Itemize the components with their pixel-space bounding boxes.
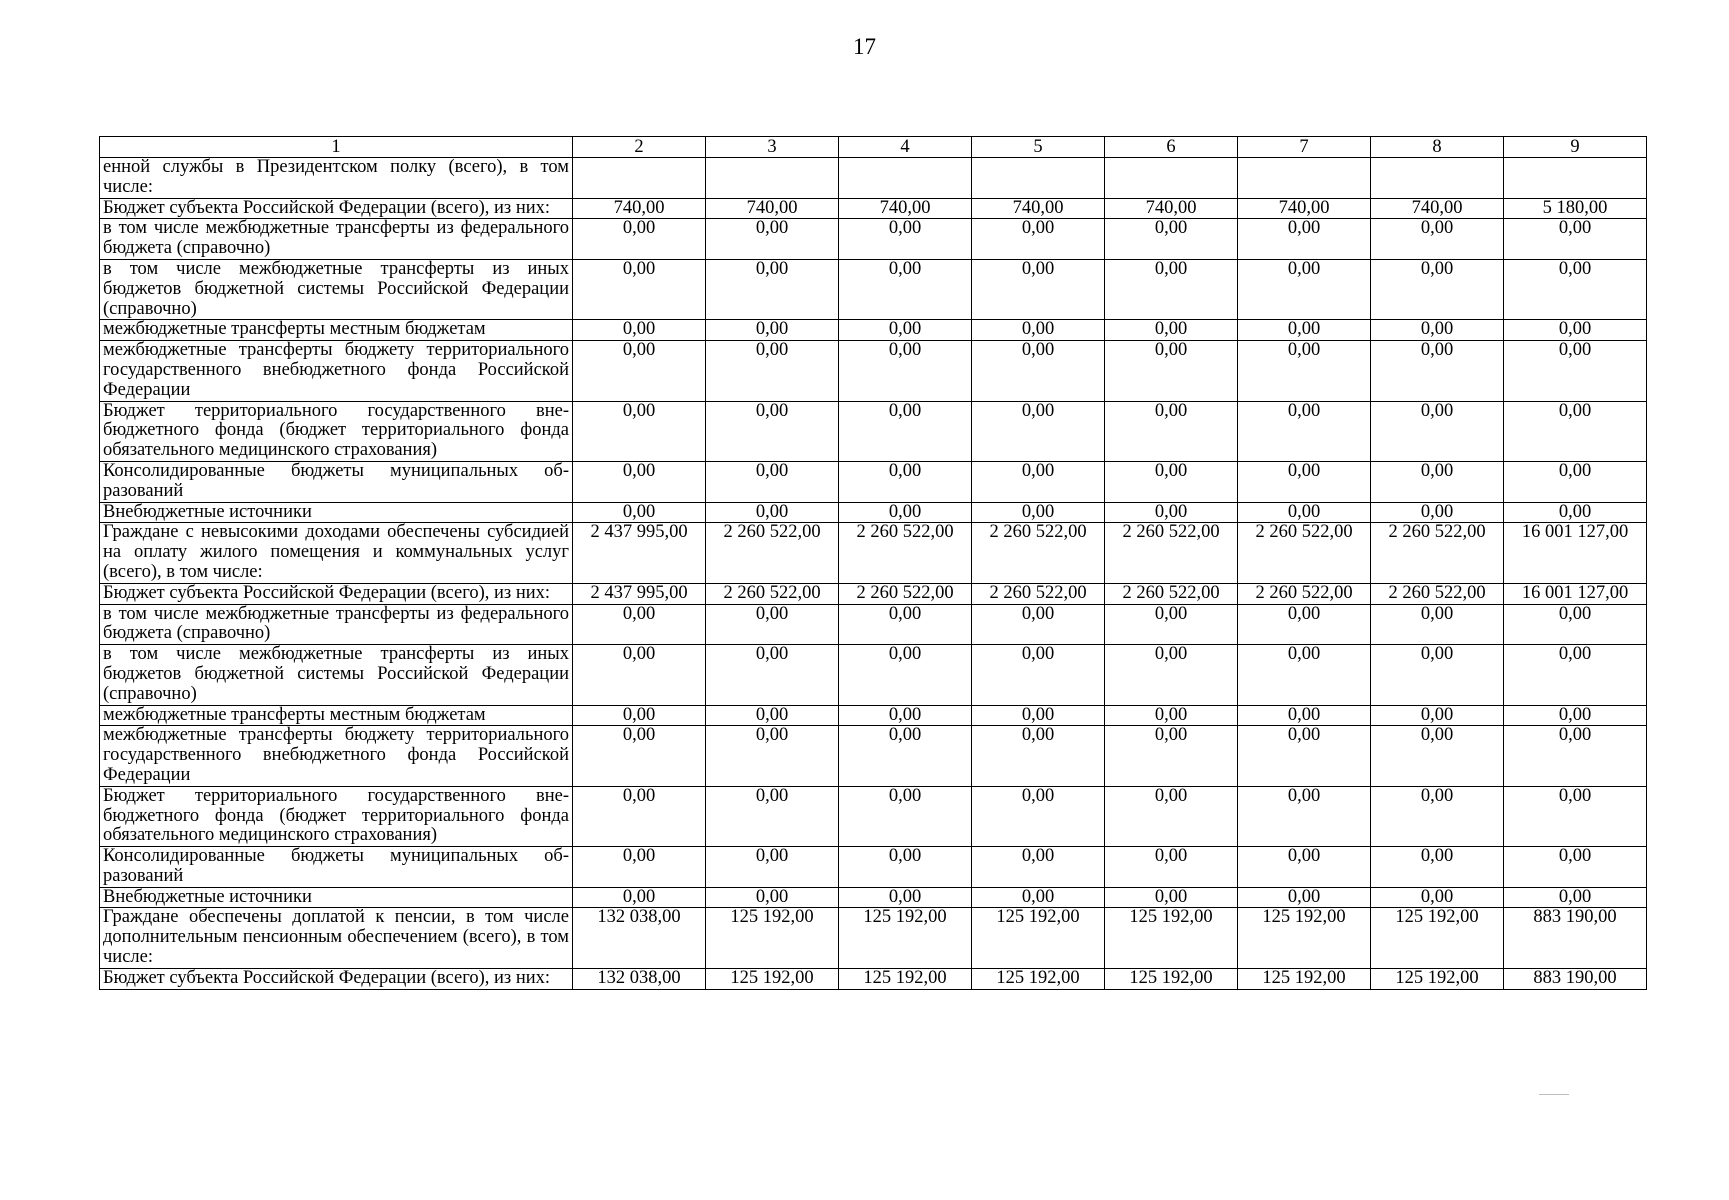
row-label: межбюджетные трансферты бюджету территориального государственного внебюджетного фонда Российской Федерации — [100, 341, 573, 401]
value-cell — [1105, 158, 1238, 199]
value-cell: 0,00 — [1371, 461, 1504, 502]
value-cell: 0,00 — [1105, 786, 1238, 846]
row-label: Граждане обеспечены доплатой к пенсии, в том числе дополнительным пенсионным обеспечением (всего), в том числе: — [100, 908, 573, 968]
value-cell: 0,00 — [972, 887, 1105, 908]
value-cell — [1371, 158, 1504, 199]
column-number-header: 3 — [706, 137, 839, 158]
value-cell: 0,00 — [839, 259, 972, 319]
value-cell: 0,00 — [706, 259, 839, 319]
value-cell: 0,00 — [1105, 259, 1238, 319]
value-cell: 0,00 — [1105, 502, 1238, 523]
value-cell: 0,00 — [1238, 847, 1371, 888]
value-cell: 0,00 — [1238, 320, 1371, 341]
value-cell: 0,00 — [706, 786, 839, 846]
row-label: в том числе межбюджетные трансферты из иных бюджетов бюджетной системы Российской Федерации (справочно) — [100, 645, 573, 705]
row-label: Внебюджетные источники — [100, 502, 573, 523]
value-cell: 0,00 — [972, 604, 1105, 645]
value-cell: 0,00 — [706, 219, 839, 260]
value-cell: 0,00 — [573, 461, 706, 502]
table-header-row — [100, 137, 1647, 158]
value-cell: 0,00 — [972, 502, 1105, 523]
value-cell: 0,00 — [1504, 705, 1647, 726]
value-cell: 0,00 — [1238, 259, 1371, 319]
value-cell: 0,00 — [972, 705, 1105, 726]
column-number-header: 1 — [100, 137, 573, 158]
value-cell: 2 260 522,00 — [972, 583, 1105, 604]
value-cell: 0,00 — [972, 401, 1105, 461]
table-row — [100, 705, 1647, 726]
value-cell: 125 192,00 — [1238, 908, 1371, 968]
table-row — [100, 887, 1647, 908]
value-cell — [573, 158, 706, 199]
value-cell: 0,00 — [573, 645, 706, 705]
value-cell: 0,00 — [1371, 259, 1504, 319]
value-cell: 2 260 522,00 — [706, 583, 839, 604]
value-cell: 0,00 — [1371, 401, 1504, 461]
value-cell: 0,00 — [972, 259, 1105, 319]
value-cell: 740,00 — [1238, 198, 1371, 219]
value-cell: 0,00 — [1371, 847, 1504, 888]
column-number-header: 7 — [1238, 137, 1371, 158]
table-row — [100, 786, 1647, 846]
value-cell: 0,00 — [839, 401, 972, 461]
column-number-header: 9 — [1504, 137, 1647, 158]
value-cell: 0,00 — [706, 887, 839, 908]
row-label: енной службы в Президентском полку (всего), в том числе: — [100, 158, 573, 199]
value-cell: 0,00 — [1105, 726, 1238, 786]
value-cell: 0,00 — [1371, 502, 1504, 523]
value-cell: 0,00 — [1504, 847, 1647, 888]
table-row — [100, 523, 1647, 583]
value-cell: 0,00 — [972, 786, 1105, 846]
value-cell: 0,00 — [1504, 320, 1647, 341]
value-cell: 0,00 — [1105, 645, 1238, 705]
value-cell: 740,00 — [1371, 198, 1504, 219]
value-cell: 0,00 — [1504, 786, 1647, 846]
value-cell: 125 192,00 — [1371, 908, 1504, 968]
value-cell: 0,00 — [839, 887, 972, 908]
value-cell — [839, 158, 972, 199]
value-cell: 0,00 — [706, 401, 839, 461]
value-cell: 0,00 — [573, 847, 706, 888]
value-cell: 125 192,00 — [706, 908, 839, 968]
value-cell: 0,00 — [972, 645, 1105, 705]
value-cell: 0,00 — [1238, 461, 1371, 502]
value-cell: 0,00 — [839, 604, 972, 645]
value-cell: 0,00 — [1238, 219, 1371, 260]
row-label: в том числе межбюджетные трансферты из федерального бюджета (справочно) — [100, 219, 573, 260]
table-row — [100, 198, 1647, 219]
row-label: Консолидированные бюджеты муниципальных образований — [100, 847, 573, 888]
value-cell: 0,00 — [839, 461, 972, 502]
value-cell: 0,00 — [1371, 705, 1504, 726]
value-cell: 0,00 — [573, 502, 706, 523]
row-label: Консолидированные бюджеты муниципальных образований — [100, 461, 573, 502]
value-cell: 2 260 522,00 — [1238, 523, 1371, 583]
value-cell: 2 260 522,00 — [706, 523, 839, 583]
value-cell: 0,00 — [1105, 887, 1238, 908]
value-cell: 125 192,00 — [839, 908, 972, 968]
row-label: межбюджетные трансферты местным бюджетам — [100, 705, 573, 726]
value-cell: 0,00 — [839, 726, 972, 786]
value-cell — [972, 158, 1105, 199]
page-number: 17 — [853, 34, 876, 59]
value-cell: 0,00 — [1504, 726, 1647, 786]
table-row — [100, 341, 1647, 401]
value-cell: 0,00 — [972, 847, 1105, 888]
value-cell: 0,00 — [1238, 502, 1371, 523]
value-cell: 0,00 — [1371, 219, 1504, 260]
value-cell: 0,00 — [1371, 887, 1504, 908]
value-cell: 0,00 — [573, 887, 706, 908]
value-cell: 132 038,00 — [573, 968, 706, 989]
value-cell: 0,00 — [1504, 645, 1647, 705]
value-cell: 0,00 — [706, 502, 839, 523]
value-cell — [1504, 158, 1647, 199]
value-cell: 0,00 — [1371, 320, 1504, 341]
value-cell — [706, 158, 839, 199]
table-row — [100, 461, 1647, 502]
value-cell: 883 190,00 — [1504, 968, 1647, 989]
value-cell: 0,00 — [1371, 645, 1504, 705]
value-cell: 883 190,00 — [1504, 908, 1647, 968]
value-cell: 16 001 127,00 — [1504, 583, 1647, 604]
value-cell: 0,00 — [573, 219, 706, 260]
row-label: межбюджетные трансферты местным бюджетам — [100, 320, 573, 341]
value-cell: 0,00 — [1105, 320, 1238, 341]
value-cell: 0,00 — [972, 219, 1105, 260]
value-cell: 740,00 — [706, 198, 839, 219]
column-number-header: 2 — [573, 137, 706, 158]
value-cell: 2 260 522,00 — [1371, 583, 1504, 604]
value-cell: 0,00 — [1504, 502, 1647, 523]
value-cell: 2 437 995,00 — [573, 523, 706, 583]
value-cell: 0,00 — [1238, 887, 1371, 908]
value-cell: 0,00 — [573, 726, 706, 786]
value-cell: 16 001 127,00 — [1504, 523, 1647, 583]
value-cell: 132 038,00 — [573, 908, 706, 968]
row-label: в том числе межбюджетные трансферты из иных бюджетов бюджетной системы Российской Федерации (справочно) — [100, 259, 573, 319]
value-cell: 0,00 — [1371, 786, 1504, 846]
table-row — [100, 847, 1647, 888]
value-cell: 125 192,00 — [706, 968, 839, 989]
value-cell: 2 260 522,00 — [972, 523, 1105, 583]
table-row — [100, 968, 1647, 989]
value-cell: 0,00 — [839, 502, 972, 523]
value-cell: 125 192,00 — [1105, 968, 1238, 989]
value-cell: 0,00 — [1504, 461, 1647, 502]
table-row — [100, 320, 1647, 341]
table-row — [100, 158, 1647, 199]
value-cell: 0,00 — [1105, 847, 1238, 888]
scan-mark — [1539, 1094, 1569, 1095]
row-label: Граждане с невысокими доходами обеспечены субсидией на оплату жилого помещения и коммунальных услуг (всего), в том числе: — [100, 523, 573, 583]
table-row — [100, 604, 1647, 645]
row-label: в том числе межбюджетные трансферты из федерального бюджета (справочно) — [100, 604, 573, 645]
value-cell: 0,00 — [1105, 705, 1238, 726]
column-number-header: 8 — [1371, 137, 1504, 158]
column-number-header: 6 — [1105, 137, 1238, 158]
value-cell: 0,00 — [1238, 341, 1371, 401]
value-cell: 125 192,00 — [1105, 908, 1238, 968]
value-cell: 0,00 — [1504, 219, 1647, 260]
value-cell: 125 192,00 — [972, 908, 1105, 968]
value-cell: 2 260 522,00 — [839, 583, 972, 604]
value-cell: 740,00 — [972, 198, 1105, 219]
value-cell: 0,00 — [972, 726, 1105, 786]
value-cell: 125 192,00 — [839, 968, 972, 989]
value-cell: 0,00 — [573, 604, 706, 645]
value-cell: 0,00 — [706, 726, 839, 786]
value-cell: 0,00 — [706, 847, 839, 888]
row-label: Бюджет субъекта Российской Федерации (всего), из них: — [100, 198, 573, 219]
value-cell: 0,00 — [839, 705, 972, 726]
value-cell: 0,00 — [573, 401, 706, 461]
value-cell: 0,00 — [839, 645, 972, 705]
value-cell: 740,00 — [1105, 198, 1238, 219]
value-cell: 0,00 — [839, 847, 972, 888]
row-label: межбюджетные трансферты бюджету территориального государственного внебюджетного фонда Российской Федерации — [100, 726, 573, 786]
row-label: Внебюджетные источники — [100, 887, 573, 908]
value-cell: 0,00 — [706, 604, 839, 645]
value-cell: 0,00 — [1238, 786, 1371, 846]
value-cell: 0,00 — [1504, 604, 1647, 645]
value-cell: 0,00 — [706, 645, 839, 705]
value-cell: 2 260 522,00 — [1105, 523, 1238, 583]
value-cell: 0,00 — [573, 341, 706, 401]
value-cell: 0,00 — [573, 705, 706, 726]
row-label: Бюджет территориального государственного внебюджетного фонда (бюджет территориального фонда обязательного медицинского страхования) — [100, 786, 573, 846]
value-cell: 0,00 — [1371, 341, 1504, 401]
value-cell: 0,00 — [1105, 604, 1238, 645]
value-cell: 2 260 522,00 — [1105, 583, 1238, 604]
table-row — [100, 583, 1647, 604]
table-row — [100, 259, 1647, 319]
value-cell: 125 192,00 — [1371, 968, 1504, 989]
value-cell: 0,00 — [706, 705, 839, 726]
value-cell: 0,00 — [1504, 401, 1647, 461]
table-row — [100, 219, 1647, 260]
value-cell: 0,00 — [1105, 461, 1238, 502]
value-cell: 5 180,00 — [1504, 198, 1647, 219]
value-cell: 740,00 — [573, 198, 706, 219]
value-cell: 0,00 — [1238, 604, 1371, 645]
value-cell: 0,00 — [1105, 401, 1238, 461]
value-cell: 0,00 — [573, 259, 706, 319]
value-cell: 0,00 — [1504, 341, 1647, 401]
value-cell: 0,00 — [1105, 341, 1238, 401]
table-row — [100, 908, 1647, 968]
table-row — [100, 726, 1647, 786]
value-cell: 0,00 — [706, 461, 839, 502]
value-cell: 0,00 — [1504, 259, 1647, 319]
value-cell: 0,00 — [1238, 401, 1371, 461]
value-cell: 2 260 522,00 — [1238, 583, 1371, 604]
value-cell: 2 437 995,00 — [573, 583, 706, 604]
value-cell: 0,00 — [1238, 726, 1371, 786]
value-cell: 125 192,00 — [972, 968, 1105, 989]
value-cell: 0,00 — [1238, 705, 1371, 726]
value-cell: 0,00 — [706, 341, 839, 401]
value-cell: 0,00 — [573, 320, 706, 341]
table-row — [100, 401, 1647, 461]
value-cell: 0,00 — [839, 219, 972, 260]
value-cell: 0,00 — [1371, 604, 1504, 645]
value-cell: 0,00 — [839, 320, 972, 341]
value-cell: 0,00 — [839, 341, 972, 401]
row-label: Бюджет субъекта Российской Федерации (всего), из них: — [100, 583, 573, 604]
value-cell: 0,00 — [839, 786, 972, 846]
budget-table — [99, 136, 1647, 990]
column-number-header: 5 — [972, 137, 1105, 158]
value-cell: 2 260 522,00 — [839, 523, 972, 583]
column-number-header: 4 — [839, 137, 972, 158]
row-label: Бюджет территориального государственного внебюджетного фонда (бюджет территориального фонда обязательного медицинского страхования) — [100, 401, 573, 461]
table-row — [100, 502, 1647, 523]
value-cell: 0,00 — [1371, 726, 1504, 786]
value-cell: 0,00 — [706, 320, 839, 341]
value-cell: 0,00 — [972, 461, 1105, 502]
value-cell: 0,00 — [573, 786, 706, 846]
value-cell: 0,00 — [1238, 645, 1371, 705]
value-cell: 0,00 — [972, 320, 1105, 341]
row-label: Бюджет субъекта Российской Федерации (всего), из них: — [100, 968, 573, 989]
table-row — [100, 645, 1647, 705]
value-cell: 125 192,00 — [1238, 968, 1371, 989]
value-cell: 0,00 — [972, 341, 1105, 401]
value-cell — [1238, 158, 1371, 199]
value-cell: 740,00 — [839, 198, 972, 219]
value-cell: 0,00 — [1504, 887, 1647, 908]
value-cell: 0,00 — [1105, 219, 1238, 260]
value-cell: 2 260 522,00 — [1371, 523, 1504, 583]
